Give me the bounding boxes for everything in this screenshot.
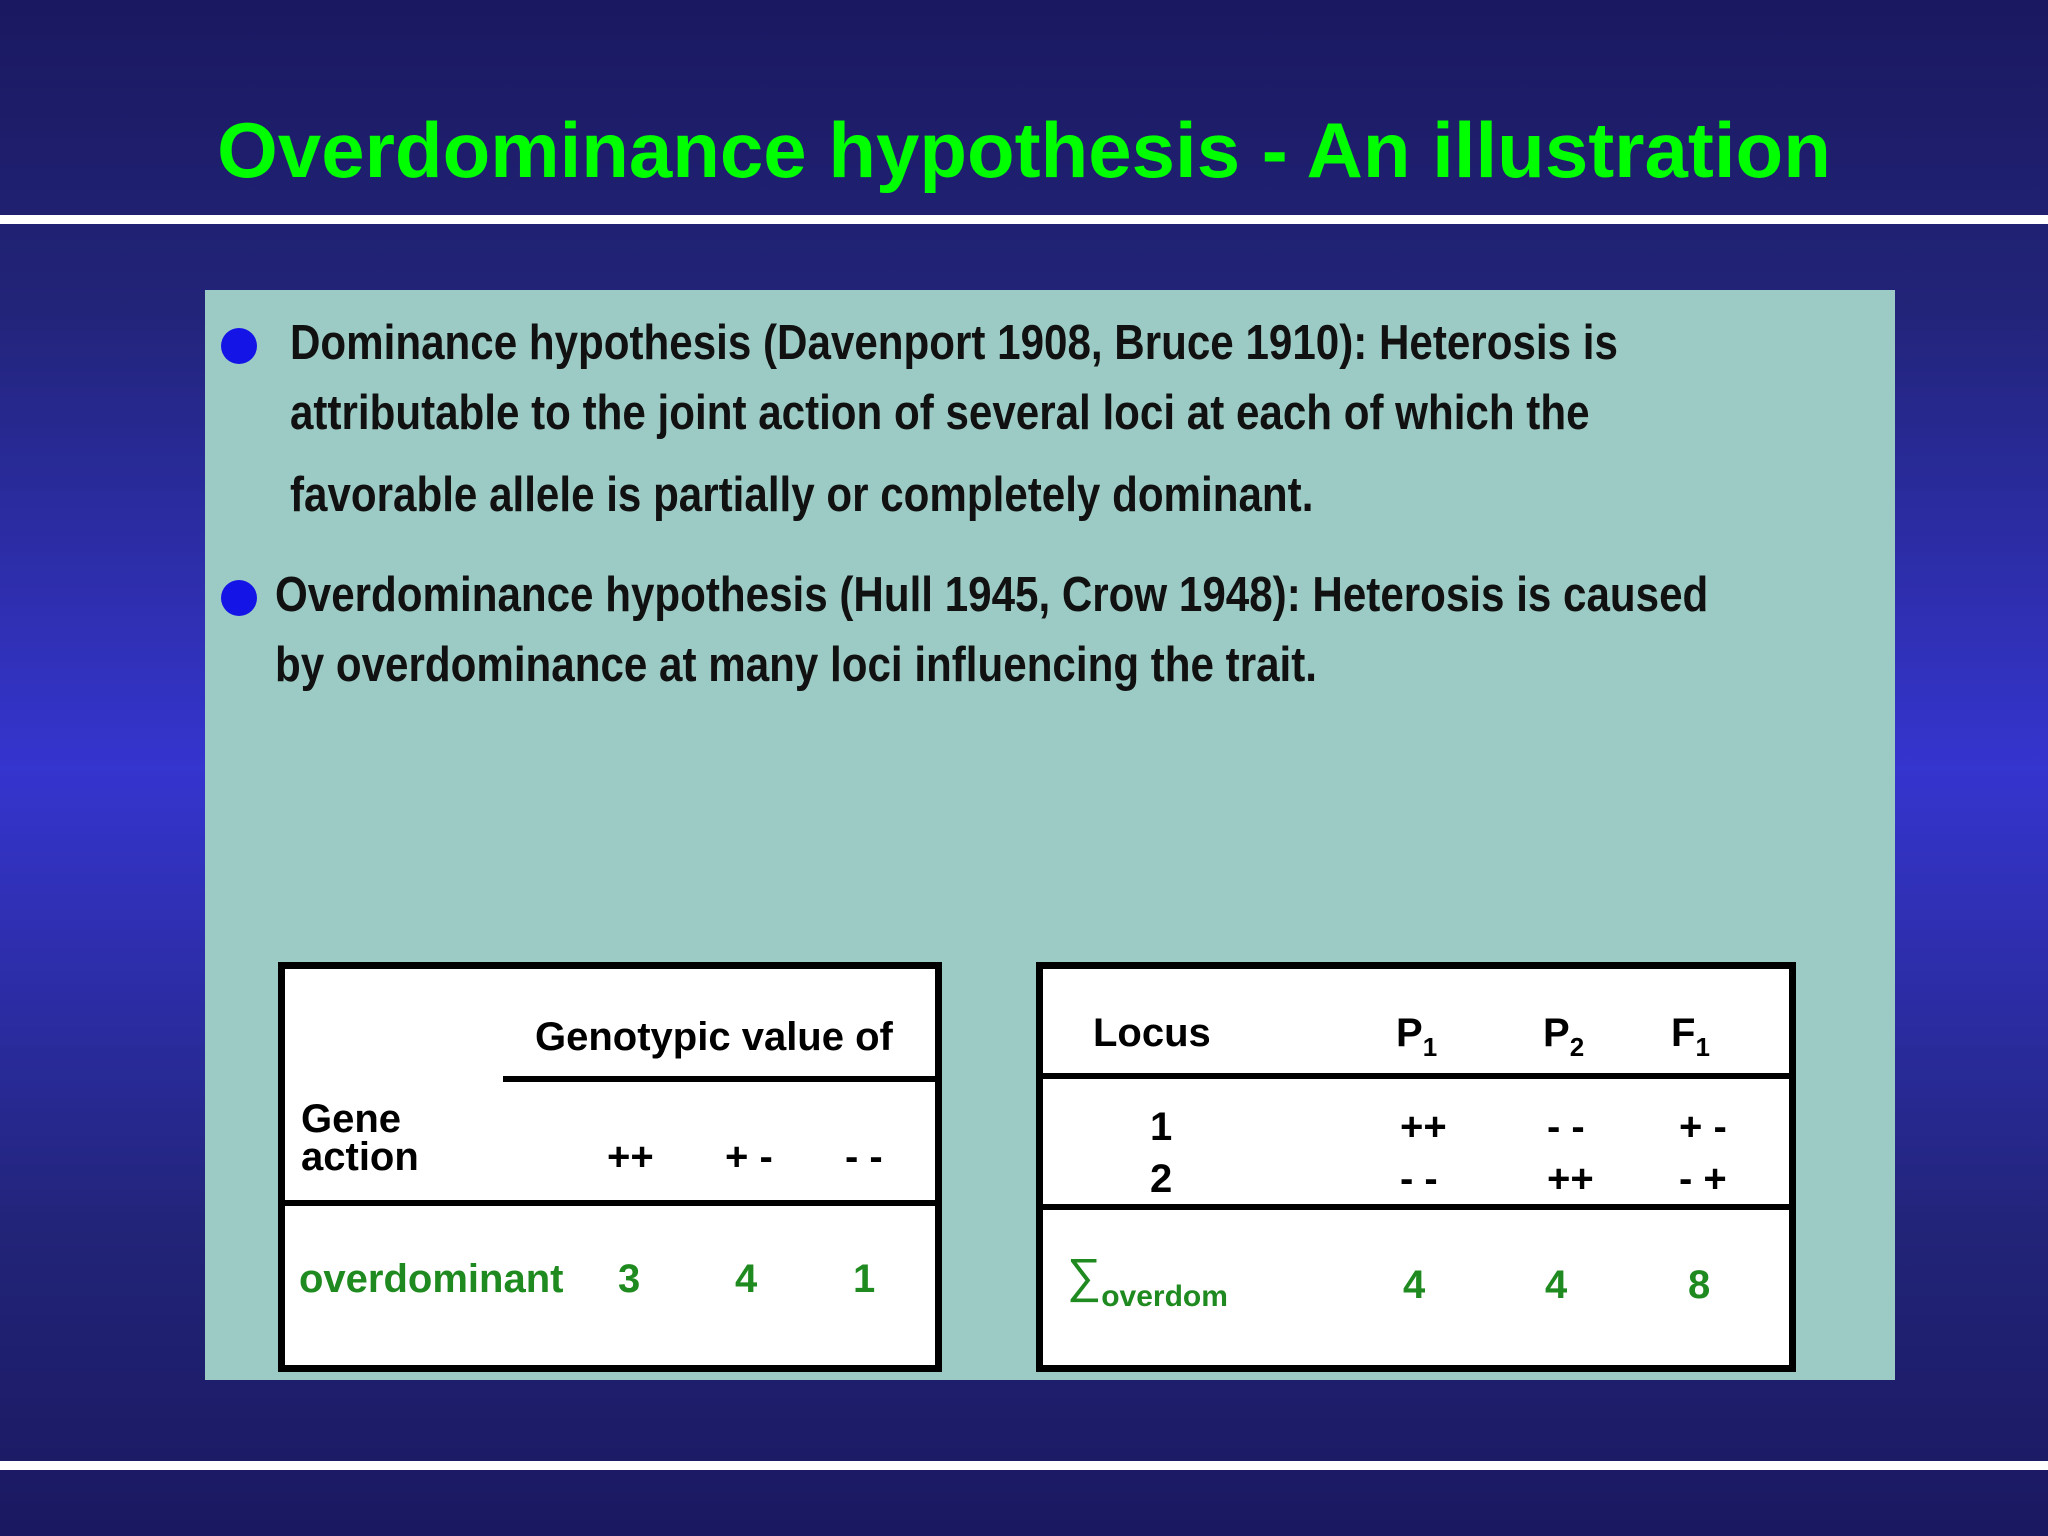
slide-title: Overdominance hypothesis - An illustration [217,106,1831,194]
bullet-dot-icon [221,580,257,616]
bullet-2-line-2: by overdominance at many loci influencing the trait. [275,638,1318,692]
locus-1-f1: + - [1679,1105,1727,1149]
bullet-1-line-3: favorable allele is partially or completely dominant. [290,468,1314,522]
table-divider [285,1200,935,1206]
top-divider [0,215,2048,224]
table-divider [1043,1073,1789,1079]
locus-2-p2: ++ [1547,1157,1594,1201]
sum-f1: 8 [1688,1263,1711,1307]
locus-table [1036,962,1796,1372]
value-pp: 3 [618,1257,641,1301]
content-panel [205,290,1895,1380]
table-divider [1043,1204,1789,1210]
bullet-dot-icon [221,328,257,364]
column-header-pm: + - [725,1135,773,1179]
locus-2-p1: - - [1400,1157,1438,1201]
gene-action-header-line-1: Gene [301,1097,402,1141]
sum-p1: 4 [1403,1263,1426,1307]
bullet-2-line-1: Overdominance hypothesis (Hull 1945, Crow 1948): Heterosis is caused [275,568,1709,622]
bullet-1-line-1: Dominance hypothesis (Davenport 1908, Bruce 1910): Heterosis is [290,316,1618,370]
p1-header: $P_1$ [1396,1011,1438,1062]
value-pm: 4 [735,1257,758,1301]
f1-header: $F_1$ [1671,1011,1710,1062]
locus-1-p2: - - [1547,1105,1585,1149]
locus-2-f1: - + [1679,1157,1727,1201]
sum-symbol: ∑ [1067,1250,1102,1303]
sum-p2: 4 [1545,1263,1568,1307]
locus-1: 1 [1150,1105,1173,1149]
sum-overdom-label: $\sum_{overdom}$ [1067,1250,1228,1313]
gene-action-header-line-2: action [301,1135,419,1179]
column-header-pp: ++ [607,1135,654,1179]
value-mm: 1 [853,1257,876,1301]
locus-2: 2 [1150,1157,1173,1201]
p2-header: $P_2$ [1543,1011,1585,1062]
header-underline [503,1076,935,1082]
bottom-divider [0,1461,2048,1470]
locus-1-p1: ++ [1400,1105,1447,1149]
gene-action-table [278,962,942,1372]
overdominant-label: overdominant [299,1257,564,1301]
genotypic-value-header: Genotypic value of [535,1015,893,1059]
locus-header: Locus [1093,1011,1211,1055]
bullet-1-line-2: attributable to the joint action of several loci at each of which the [290,386,1590,440]
column-header-mm: - - [845,1135,883,1179]
